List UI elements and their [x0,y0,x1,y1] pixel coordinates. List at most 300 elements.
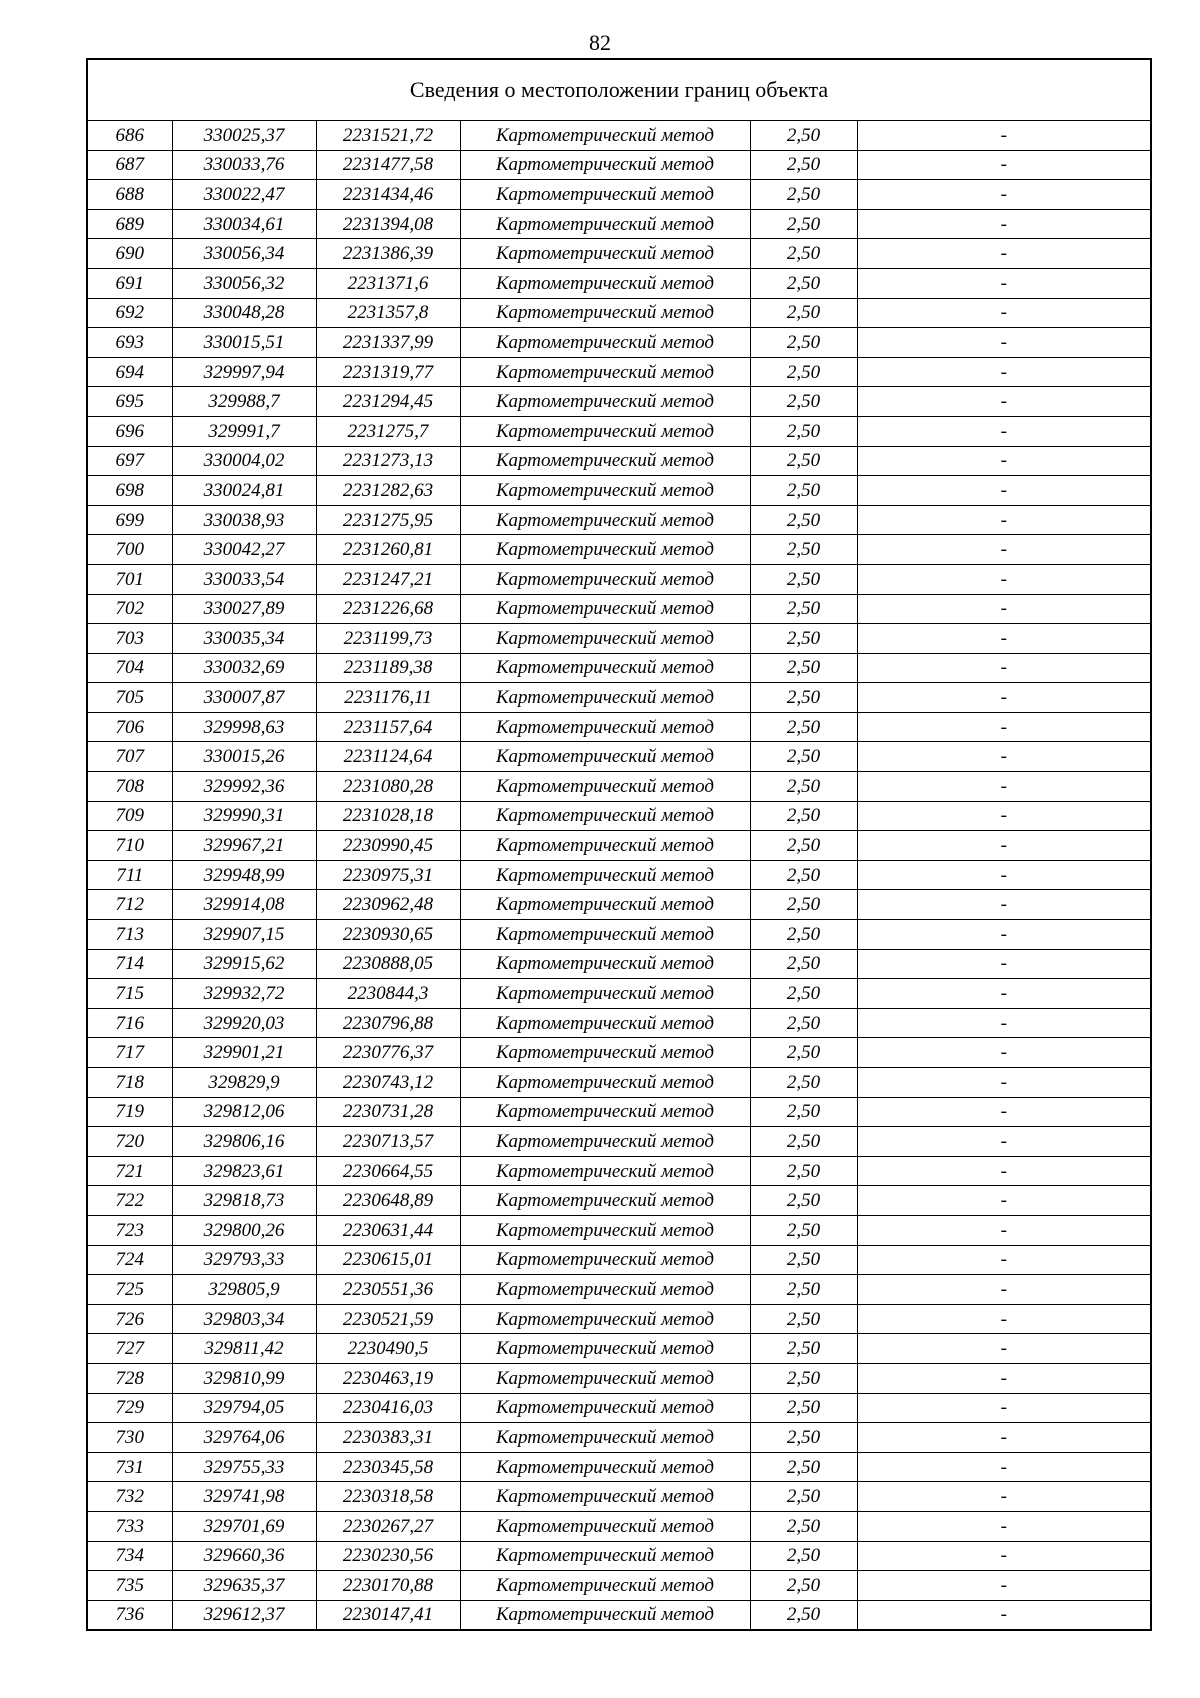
table-row [87,564,1151,594]
description-cell: - [857,712,1151,742]
point-number-cell: 704 [87,653,172,683]
point-number-cell: 692 [87,298,172,328]
y-coordinate-cell: 2231275,95 [316,505,460,535]
x-coordinate-cell: 329932,72 [172,979,316,1009]
method-cell: Картометрический метод [460,1097,750,1127]
description-cell: - [857,446,1151,476]
table-row [87,1571,1151,1601]
point-number-cell: 713 [87,920,172,950]
point-number-cell: 700 [87,535,172,565]
point-number-cell: 736 [87,1600,172,1630]
y-coordinate-cell: 2231386,39 [316,239,460,269]
accuracy-cell: 2,50 [750,1511,857,1541]
y-coordinate-cell: 2230490,5 [316,1334,460,1364]
x-coordinate-cell: 330015,26 [172,742,316,772]
x-coordinate-cell: 330027,89 [172,594,316,624]
description-cell: - [857,1008,1151,1038]
table-row [87,624,1151,654]
accuracy-cell: 2,50 [750,653,857,683]
accuracy-cell: 2,50 [750,890,857,920]
point-number-cell: 732 [87,1482,172,1512]
description-cell: - [857,1156,1151,1186]
point-number-cell: 723 [87,1215,172,1245]
method-cell: Картометрический метод [460,1363,750,1393]
y-coordinate-cell: 2230731,28 [316,1097,460,1127]
y-coordinate-cell: 2230318,58 [316,1482,460,1512]
point-number-cell: 716 [87,1008,172,1038]
table-row [87,1334,1151,1364]
description-cell: - [857,624,1151,654]
y-coordinate-cell: 2231028,18 [316,801,460,831]
x-coordinate-cell: 329612,37 [172,1600,316,1630]
y-coordinate-cell: 2230990,45 [316,831,460,861]
table-row [87,180,1151,210]
point-number-cell: 721 [87,1156,172,1186]
point-number-cell: 695 [87,387,172,417]
method-cell: Картометрический метод [460,446,750,476]
table-row [87,594,1151,624]
x-coordinate-cell: 330022,47 [172,180,316,210]
description-cell: - [857,1423,1151,1453]
y-coordinate-cell: 2231294,45 [316,387,460,417]
point-number-cell: 720 [87,1127,172,1157]
point-number-cell: 734 [87,1541,172,1571]
point-number-cell: 726 [87,1304,172,1334]
x-coordinate-cell: 329990,31 [172,801,316,831]
y-coordinate-cell: 2231337,99 [316,328,460,358]
method-cell: Картометрический метод [460,1304,750,1334]
y-coordinate-cell: 2230975,31 [316,860,460,890]
table-row [87,535,1151,565]
x-coordinate-cell: 330033,54 [172,564,316,594]
table-row [87,1156,1151,1186]
x-coordinate-cell: 329998,63 [172,712,316,742]
table-row [87,328,1151,358]
description-cell: - [857,535,1151,565]
table-row [87,1186,1151,1216]
accuracy-cell: 2,50 [750,683,857,713]
accuracy-cell: 2,50 [750,1482,857,1512]
description-cell: - [857,1571,1151,1601]
description-cell: - [857,920,1151,950]
x-coordinate-cell: 329806,16 [172,1127,316,1157]
x-coordinate-cell: 330032,69 [172,653,316,683]
point-number-cell: 698 [87,476,172,506]
description-cell: - [857,742,1151,772]
accuracy-cell: 2,50 [750,476,857,506]
table-row [87,1038,1151,1068]
accuracy-cell: 2,50 [750,1304,857,1334]
y-coordinate-cell: 2231394,08 [316,209,460,239]
method-cell: Картометрический метод [460,1541,750,1571]
description-cell: - [857,831,1151,861]
y-coordinate-cell: 2231477,58 [316,150,460,180]
method-cell: Картометрический метод [460,1334,750,1364]
method-cell: Картометрический метод [460,831,750,861]
accuracy-cell: 2,50 [750,624,857,654]
table-row [87,1393,1151,1423]
x-coordinate-cell: 330038,93 [172,505,316,535]
point-number-cell: 733 [87,1511,172,1541]
table-row [87,683,1151,713]
y-coordinate-cell: 2230713,57 [316,1127,460,1157]
y-coordinate-cell: 2230345,58 [316,1452,460,1482]
accuracy-cell: 2,50 [750,328,857,358]
method-cell: Картометрический метод [460,1068,750,1098]
method-cell: Картометрический метод [460,298,750,328]
point-number-cell: 706 [87,712,172,742]
description-cell: - [857,772,1151,802]
table-row [87,712,1151,742]
method-cell: Картометрический метод [460,920,750,950]
description-cell: - [857,1600,1151,1630]
accuracy-cell: 2,50 [750,150,857,180]
accuracy-cell: 2,50 [750,1541,857,1571]
point-number-cell: 725 [87,1275,172,1305]
point-number-cell: 714 [87,949,172,979]
accuracy-cell: 2,50 [750,1600,857,1630]
table-row [87,920,1151,950]
table-row [87,949,1151,979]
accuracy-cell: 2,50 [750,416,857,446]
description-cell: - [857,860,1151,890]
x-coordinate-cell: 330048,28 [172,298,316,328]
description-cell: - [857,1511,1151,1541]
y-coordinate-cell: 2230776,37 [316,1038,460,1068]
method-cell: Картометрический метод [460,624,750,654]
x-coordinate-cell: 329635,37 [172,1571,316,1601]
description-cell: - [857,683,1151,713]
table-row [87,357,1151,387]
accuracy-cell: 2,50 [750,535,857,565]
method-cell: Картометрический метод [460,268,750,298]
y-coordinate-cell: 2230463,19 [316,1363,460,1393]
x-coordinate-cell: 329920,03 [172,1008,316,1038]
point-number-cell: 696 [87,416,172,446]
point-number-cell: 690 [87,239,172,269]
point-number-cell: 701 [87,564,172,594]
method-cell: Картометрический метод [460,1571,750,1601]
description-cell: - [857,239,1151,269]
method-cell: Картометрический метод [460,1393,750,1423]
method-cell: Картометрический метод [460,1452,750,1482]
method-cell: Картометрический метод [460,209,750,239]
description-cell: - [857,653,1151,683]
accuracy-cell: 2,50 [750,1097,857,1127]
x-coordinate-cell: 329988,7 [172,387,316,417]
description-cell: - [857,328,1151,358]
accuracy-cell: 2,50 [750,298,857,328]
table-row [87,831,1151,861]
table-row [87,1452,1151,1482]
accuracy-cell: 2,50 [750,1156,857,1186]
method-cell: Картометрический метод [460,949,750,979]
x-coordinate-cell: 329991,7 [172,416,316,446]
x-coordinate-cell: 329901,21 [172,1038,316,1068]
table-row [87,298,1151,328]
accuracy-cell: 2,50 [750,1363,857,1393]
description-cell: - [857,268,1151,298]
point-number-cell: 694 [87,357,172,387]
accuracy-cell: 2,50 [750,594,857,624]
accuracy-cell: 2,50 [750,949,857,979]
accuracy-cell: 2,50 [750,209,857,239]
accuracy-cell: 2,50 [750,1423,857,1453]
accuracy-cell: 2,50 [750,268,857,298]
accuracy-cell: 2,50 [750,1334,857,1364]
method-cell: Картометрический метод [460,121,750,151]
table-row [87,1600,1151,1630]
table-row [87,209,1151,239]
accuracy-cell: 2,50 [750,742,857,772]
x-coordinate-cell: 329793,33 [172,1245,316,1275]
table-row [87,1008,1151,1038]
description-cell: - [857,1393,1151,1423]
method-cell: Картометрический метод [460,1600,750,1630]
accuracy-cell: 2,50 [750,1571,857,1601]
point-number-cell: 727 [87,1334,172,1364]
method-cell: Картометрический метод [460,1127,750,1157]
accuracy-cell: 2,50 [750,801,857,831]
method-cell: Картометрический метод [460,239,750,269]
accuracy-cell: 2,50 [750,1068,857,1098]
accuracy-cell: 2,50 [750,712,857,742]
method-cell: Картометрический метод [460,653,750,683]
point-number-cell: 708 [87,772,172,802]
table-row [87,121,1151,151]
x-coordinate-cell: 329914,08 [172,890,316,920]
y-coordinate-cell: 2230930,65 [316,920,460,950]
x-coordinate-cell: 329803,34 [172,1304,316,1334]
y-coordinate-cell: 2231282,63 [316,476,460,506]
method-cell: Картометрический метод [460,416,750,446]
x-coordinate-cell: 330004,02 [172,446,316,476]
y-coordinate-cell: 2230888,05 [316,949,460,979]
x-coordinate-cell: 330015,51 [172,328,316,358]
point-number-cell: 691 [87,268,172,298]
y-coordinate-cell: 2230230,56 [316,1541,460,1571]
method-cell: Картометрический метод [460,328,750,358]
table-row [87,150,1151,180]
point-number-cell: 712 [87,890,172,920]
description-cell: - [857,1127,1151,1157]
y-coordinate-cell: 2231319,77 [316,357,460,387]
table-row [87,1363,1151,1393]
point-number-cell: 709 [87,801,172,831]
description-cell: - [857,1038,1151,1068]
method-cell: Картометрический метод [460,594,750,624]
method-cell: Картометрический метод [460,772,750,802]
table-row [87,1423,1151,1453]
accuracy-cell: 2,50 [750,772,857,802]
y-coordinate-cell: 2231273,13 [316,446,460,476]
y-coordinate-cell: 2230521,59 [316,1304,460,1334]
description-cell: - [857,1304,1151,1334]
description-cell: - [857,1541,1151,1571]
description-cell: - [857,180,1151,210]
y-coordinate-cell: 2231371,6 [316,268,460,298]
point-number-cell: 711 [87,860,172,890]
table-row [87,772,1151,802]
accuracy-cell: 2,50 [750,446,857,476]
y-coordinate-cell: 2230383,31 [316,1423,460,1453]
y-coordinate-cell: 2230147,41 [316,1600,460,1630]
table-row [87,890,1151,920]
method-cell: Картометрический метод [460,1423,750,1453]
description-cell: - [857,121,1151,151]
table-row [87,1482,1151,1512]
method-cell: Картометрический метод [460,712,750,742]
method-cell: Картометрический метод [460,1186,750,1216]
description-cell: - [857,1452,1151,1482]
table-title-row [87,59,1151,121]
accuracy-cell: 2,50 [750,979,857,1009]
accuracy-cell: 2,50 [750,1245,857,1275]
method-cell: Картометрический метод [460,476,750,506]
description-cell: - [857,979,1151,1009]
point-number-cell: 688 [87,180,172,210]
table-row [87,268,1151,298]
y-coordinate-cell: 2231157,64 [316,712,460,742]
x-coordinate-cell: 329948,99 [172,860,316,890]
description-cell: - [857,387,1151,417]
method-cell: Картометрический метод [460,1038,750,1068]
x-coordinate-cell: 329915,62 [172,949,316,979]
point-number-cell: 710 [87,831,172,861]
x-coordinate-cell: 329812,06 [172,1097,316,1127]
table-row [87,387,1151,417]
point-number-cell: 735 [87,1571,172,1601]
x-coordinate-cell: 329811,42 [172,1334,316,1364]
description-cell: - [857,1215,1151,1245]
method-cell: Картометрический метод [460,1008,750,1038]
table-row [87,1275,1151,1305]
table-body [87,121,1151,1631]
description-cell: - [857,1245,1151,1275]
description-cell: - [857,1186,1151,1216]
description-cell: - [857,1068,1151,1098]
x-coordinate-cell: 330034,61 [172,209,316,239]
point-number-cell: 693 [87,328,172,358]
x-coordinate-cell: 330042,27 [172,535,316,565]
y-coordinate-cell: 2231357,8 [316,298,460,328]
x-coordinate-cell: 330025,37 [172,121,316,151]
x-coordinate-cell: 329992,36 [172,772,316,802]
point-number-cell: 687 [87,150,172,180]
description-cell: - [857,949,1151,979]
table-row [87,416,1151,446]
method-cell: Картометрический метод [460,1482,750,1512]
y-coordinate-cell: 2231199,73 [316,624,460,654]
description-cell: - [857,416,1151,446]
y-coordinate-cell: 2230664,55 [316,1156,460,1186]
table-row [87,1215,1151,1245]
accuracy-cell: 2,50 [750,180,857,210]
y-coordinate-cell: 2231226,68 [316,594,460,624]
method-cell: Картометрический метод [460,1275,750,1305]
method-cell: Картометрический метод [460,1215,750,1245]
method-cell: Картометрический метод [460,1245,750,1275]
description-cell: - [857,505,1151,535]
description-cell: - [857,209,1151,239]
x-coordinate-cell: 329907,15 [172,920,316,950]
point-number-cell: 730 [87,1423,172,1453]
description-cell: - [857,150,1151,180]
x-coordinate-cell: 329660,36 [172,1541,316,1571]
accuracy-cell: 2,50 [750,1186,857,1216]
accuracy-cell: 2,50 [750,505,857,535]
description-cell: - [857,1334,1151,1364]
description-cell: - [857,594,1151,624]
point-number-cell: 715 [87,979,172,1009]
x-coordinate-cell: 330056,34 [172,239,316,269]
y-coordinate-cell: 2231247,21 [316,564,460,594]
point-number-cell: 722 [87,1186,172,1216]
point-number-cell: 718 [87,1068,172,1098]
description-cell: - [857,357,1151,387]
accuracy-cell: 2,50 [750,831,857,861]
y-coordinate-cell: 2231260,81 [316,535,460,565]
method-cell: Картометрический метод [460,180,750,210]
x-coordinate-cell: 329794,05 [172,1393,316,1423]
table-row [87,979,1151,1009]
description-cell: - [857,476,1151,506]
method-cell: Картометрический метод [460,742,750,772]
table-row [87,860,1151,890]
x-coordinate-cell: 329829,9 [172,1068,316,1098]
point-number-cell: 705 [87,683,172,713]
x-coordinate-cell: 329823,61 [172,1156,316,1186]
table-row [87,239,1151,269]
x-coordinate-cell: 329764,06 [172,1423,316,1453]
accuracy-cell: 2,50 [750,387,857,417]
accuracy-cell: 2,50 [750,1275,857,1305]
method-cell: Картометрический метод [460,979,750,1009]
x-coordinate-cell: 329741,98 [172,1482,316,1512]
accuracy-cell: 2,50 [750,1452,857,1482]
x-coordinate-cell: 329810,99 [172,1363,316,1393]
accuracy-cell: 2,50 [750,357,857,387]
table-row [87,742,1151,772]
table-row [87,476,1151,506]
x-coordinate-cell: 330056,32 [172,268,316,298]
x-coordinate-cell: 329755,33 [172,1452,316,1482]
y-coordinate-cell: 2230648,89 [316,1186,460,1216]
method-cell: Картометрический метод [460,890,750,920]
x-coordinate-cell: 329701,69 [172,1511,316,1541]
table-row [87,1127,1151,1157]
table-row [87,505,1151,535]
description-cell: - [857,1275,1151,1305]
y-coordinate-cell: 2231080,28 [316,772,460,802]
table-row [87,446,1151,476]
point-number-cell: 703 [87,624,172,654]
x-coordinate-cell: 329818,73 [172,1186,316,1216]
boundary-coordinates-table [86,58,1152,1631]
x-coordinate-cell: 329800,26 [172,1215,316,1245]
method-cell: Картометрический метод [460,150,750,180]
accuracy-cell: 2,50 [750,239,857,269]
method-cell: Картометрический метод [460,683,750,713]
table-row [87,653,1151,683]
description-cell: - [857,801,1151,831]
x-coordinate-cell: 329805,9 [172,1275,316,1305]
page-number: 82 [589,30,611,55]
point-number-cell: 724 [87,1245,172,1275]
method-cell: Картометрический метод [460,505,750,535]
table-row [87,1541,1151,1571]
point-number-cell: 702 [87,594,172,624]
